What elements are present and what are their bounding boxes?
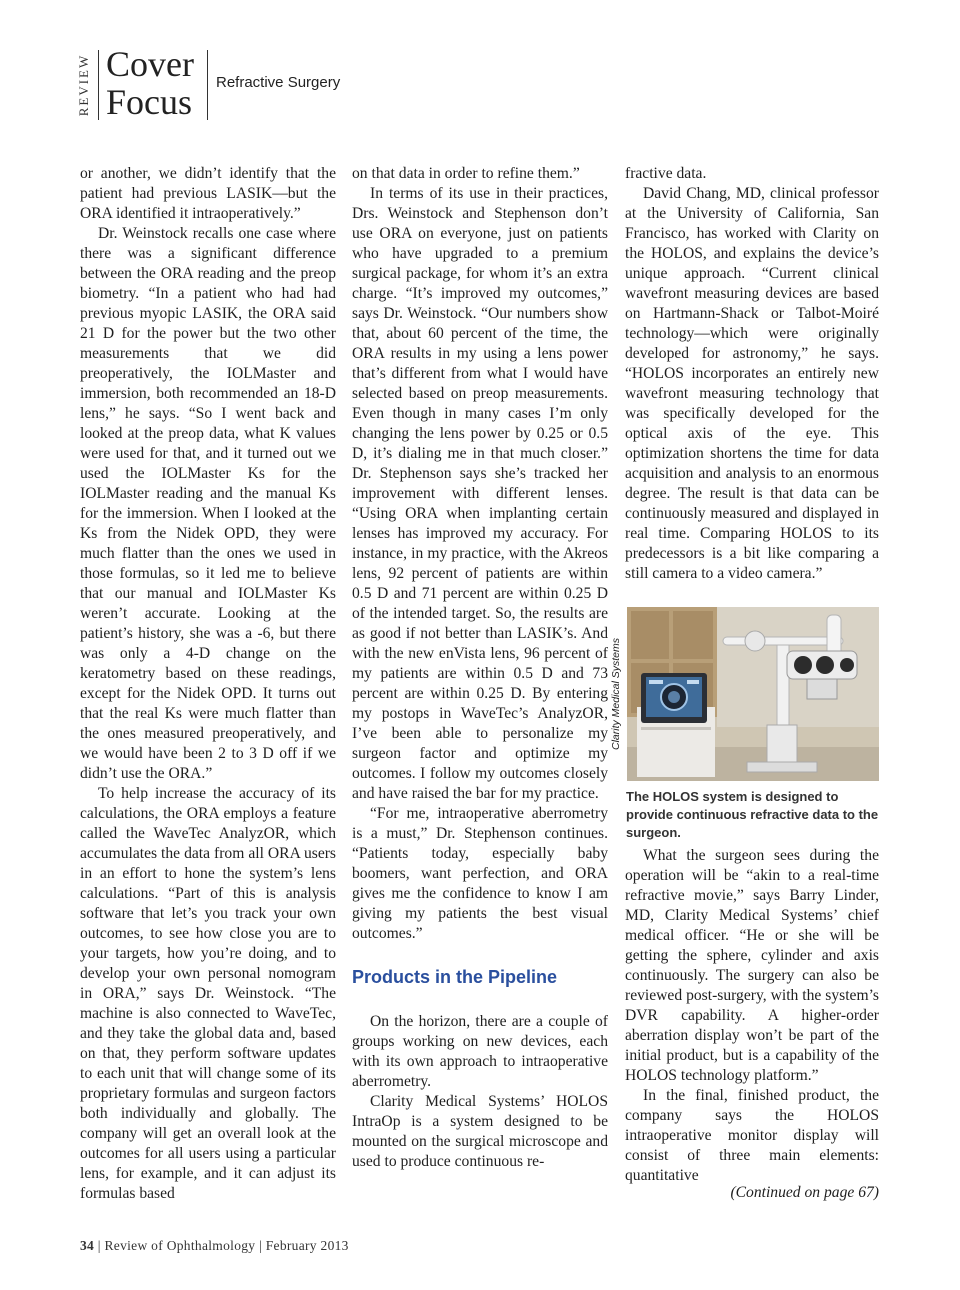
publication-name: Review of Ophthalmology bbox=[104, 1238, 256, 1253]
figure-caption: The HOLOS system is designed to provide continuous refractive data to the surgeon. bbox=[626, 789, 879, 840]
review-label: REVIEW bbox=[76, 53, 91, 117]
header-divider bbox=[98, 50, 99, 120]
section-label: Refractive Surgery bbox=[216, 74, 341, 91]
paragraph: or another, we didn’t identify that the patient had previous LASIK—but the ORA identified it intraoperatively.” bbox=[80, 165, 336, 222]
subheading: Products in the Pipeline bbox=[352, 967, 558, 987]
issue-date: February 2013 bbox=[265, 1238, 349, 1253]
paragraph: Clarity Medical Systems’ HOLOS IntraOp is a system designed to be mounted on the surgical microscope and used to produce continuous re- bbox=[352, 1093, 608, 1170]
page-footer: 34 | Review of Ophthalmology | February 2013 bbox=[80, 1238, 349, 1253]
paragraph: on that data in order to refine them.” bbox=[352, 165, 580, 182]
paragraph: In terms of its use in their practices, Drs. Weinstock and Stephenson don’t use ORA on everyone, just on patients who have upgraded to a premium surgical package, for whom it’s an extra charge. “It’s improved my outcomes,” says Dr. Weinstock. “Our numbers show that, about 60 percent of the time, the ORA results in my using a lens power that’s different from what I would have selected based on preop measurements. Even though in many cases I’m only changing the lens power by 0.25 or 0.5 D, it’s dialing me in that much closer.” Dr. Stephenson says she’s tracked her improvement with different lenses. “Using ORA when implanting certain lenses has improved my accuracy. For instance, in my practice, with the Akreos lens, 92 percent of patients are within 0.5 D and 71 percent are within 0.25 D of the intended target. So, the results are as good if not better than LASIK’s. And with the new enVista lens, 96 percent of my patients are within 0.5 D and 73 percent are within 0.25 D. By entering my postops in WaveTec’s AnalyzOR, I’ve been able to personalize my surgeon factor and optimize my outcomes. I follow my outcomes closely and have raised the bar for my practice. bbox=[352, 185, 608, 802]
paragraph: To help increase the accuracy of its calculations, the ORA employs a feature called the WaveTec AnalyzOR, which accumulates the data from all ORA users in an effort to hone the system’s lens calculations. “Part of this is analysis software that let’s you track your own outcomes, to see how close you are to your targets, how you’re doing, and to develop your own personal nomogram in ORA,” says Dr. Weinstock. “The machine is also connected to WaveTec, and they take the global data and, based on that, they perform software updates to each unit that will change some of its proprietary formulas and surgeon factors both individually and globally. The company will get an overall look at the outcomes for all users using a particular lens, for example, and it can adjust its formulas based bbox=[80, 785, 336, 1202]
paragraph: David Chang, MD, clinical professor at the University of California, San Francisco, has worked with Clarity on the HOLOS, and explains the device’s unique approach. “Current clinical wavefront measuring devices are based on Hartmann-Shack or Talbot-Moiré technology—which were originally developed for astronomy,” he says. “HOLOS incorporates an entirely new wavefront measuring technology that was specifically developed for the optical axis of the eye. This optimization shortens the time for data acquisition and analysis to an enormous degree. The result is that data can be continuously measured and displayed in real time. Comparing HOLOS to its predecessors is a bit like comparing a still camera to a video camera.” bbox=[625, 185, 879, 582]
holos-photo bbox=[627, 607, 879, 781]
header-divider-2 bbox=[207, 50, 208, 120]
continued-notice: (Continued on page 67) bbox=[730, 1184, 879, 1201]
article-column-2 bbox=[352, 164, 608, 1172]
article-column-1 bbox=[80, 164, 336, 1204]
paragraph: What the surgeon sees during the operation will be “akin to a real-time refractive movie,” says Barry Linder, MD, Clarity Medical Systems’ chief medical officer. “He or she will be getting the sphere, cylinder and axis continuously. The surgery can also be reviewed post-surgery, with the system’s DVR capability. A higher-order aberration display won’t be part of the initial product, but is a capability of the HOLOS technology platform.” bbox=[625, 847, 879, 1084]
paragraph: On the horizon, there are a couple of groups working on new devices, each with its own approach to intraoperative aberrometry. bbox=[352, 1013, 608, 1090]
photo-credit: Clarity Medical Systems bbox=[610, 637, 622, 751]
paragraph: In the final, finished product, the company says the HOLOS intraoperative monitor display will consist of three main elements: quantitative bbox=[625, 1087, 879, 1184]
paragraph: fractive data. bbox=[625, 165, 707, 182]
paragraph: Dr. Weinstock recalls one case where there was a significant difference between the ORA reading and the preop biometry. “In a patient who had had previous myopic LASIK, the ORA said 21 D for the power but the two other measurements that we did preoperatively, the IOLMaster and immersion, both recommended an 18-D lens,” he says. “So I went back and looked at the preop data, what K values were used for that, and it turned out we used the IOLMaster Ks for the IOLMaster reading and the manual Ks for the immersion. When I looked at the Ks from the Nidek OPD, they were much flatter than the ones we used in those formulas, so it led me to believe that our manual and IOLMaster Ks weren’t accurate. Looking at the patient’s history, she was a -6, but there was only a 4-D change on the keratometry based on these readings, except for the Nidek OPD. It turns out that the real Ks were much flatter than the ones measured preoperatively, and we would have been 2 to 3 D off if we didn’t use the ORA.” bbox=[80, 225, 336, 782]
article-column-3 bbox=[625, 164, 879, 584]
paragraph: “For me, intraoperative aberrometry is a must,” Dr. Stephenson continues. “Patients today, especially baby boomers, want perfection, and ORA gives me the confidence to know I am giving my patients the best visual outcomes.” bbox=[352, 805, 608, 942]
cover-title: Cover bbox=[106, 44, 194, 84]
article-column-3-lower bbox=[625, 846, 879, 1186]
focus-title: Focus bbox=[106, 82, 193, 122]
page-number: 34 bbox=[80, 1238, 95, 1253]
